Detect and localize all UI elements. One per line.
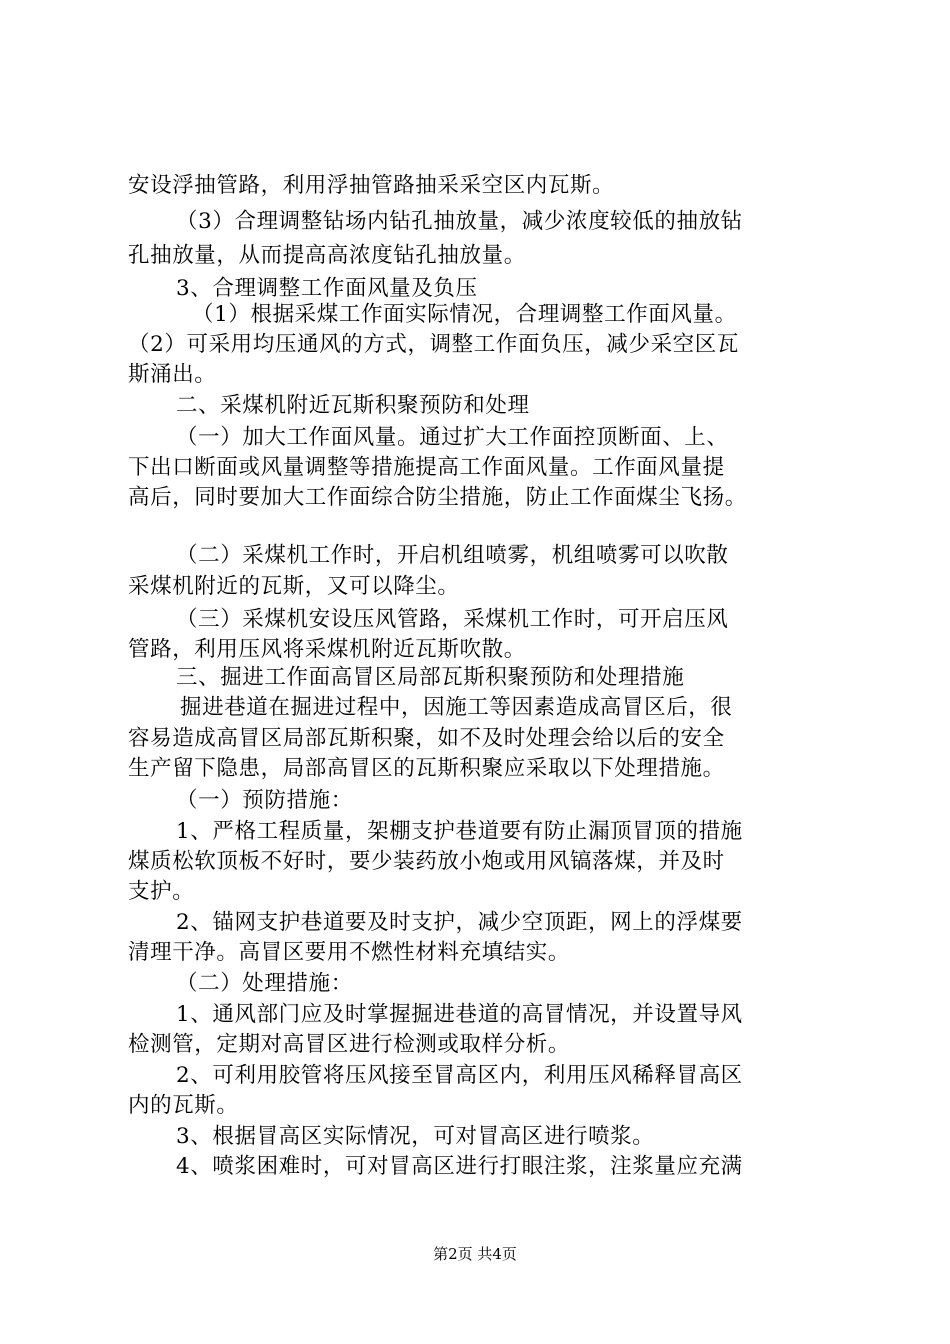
text-line: 2、可利用胶管将压风接至冒高区内，利用压风稀释冒高区 (176, 1063, 743, 1088)
text-line: 安设浮抽管路，利用浮抽管路抽采采空区内瓦斯。 (128, 173, 615, 198)
text-line: 高后，同时要加大工作面综合防尘措施，防止工作面煤尘飞扬。 (128, 485, 747, 510)
text-line: 内的瓦斯。 (128, 1093, 239, 1118)
text-line: 2、锚网支护巷道要及时支护，减少空顶距，网上的浮煤要 (176, 910, 743, 935)
text-line: 1、严格工程质量，架棚支护巷道要有防止漏顶冒顶的措施 (176, 819, 743, 844)
text-line: 3、根据冒高区实际情况，可对冒高区进行喷浆。 (176, 1124, 655, 1149)
text-line: 3、合理调整工作面风量及负压 (176, 276, 478, 301)
text-line: 采煤机附近的瓦斯，又可以降尘。 (128, 574, 460, 599)
text-line: 二、采煤机附近瓦斯积聚预防和处理 (176, 393, 530, 418)
text-line: 掘进巷道在掘进过程中，因施工等因素造成高冒区后，很 (180, 695, 733, 720)
text-line: 煤质松软顶板不好时，要少装药放小炮或用风镐落煤，并及时 (128, 849, 725, 874)
text-line: 支护。 (128, 879, 195, 904)
text-line: （3）合理调整钻场内钻孔抽放量，减少浓度较低的抽放钻 (176, 209, 743, 234)
page-number-footer: 第2页 共4页 (433, 1245, 517, 1263)
text-line: （一）预防措施： (176, 788, 353, 813)
text-line: 4、喷浆困难时，可对冒高区进行打眼注浆，注浆量应充满 (176, 1154, 743, 1179)
text-line: 下出口断面或风量调整等措施提高工作面风量。工作面风量提 (128, 455, 725, 480)
text-line: 孔抽放量，从而提高高浓度钻孔抽放量。 (128, 243, 526, 268)
text-line: 生产留下隐患，局部高冒区的瓦斯积聚应采取以下处理措施。 (128, 756, 725, 781)
text-line: 三、掘进工作面高冒区局部瓦斯积聚预防和处理措施 (176, 665, 685, 690)
text-line: （二）采煤机工作时，开启机组喷雾，机组喷雾可以吹散 (176, 543, 729, 568)
text-line: （1）根据采煤工作面实际情况，合理调整工作面风量。 (192, 302, 737, 327)
text-line: 检测管，定期对高冒区进行检测或取样分析。 (128, 1032, 571, 1057)
text-line: 清理干净。高冒区要用不燃性材料充填结实。 (128, 940, 571, 965)
text-line: （一）加大工作面风量。通过扩大工作面控顶断面、上、 (176, 425, 729, 450)
text-line: （二）处理措施： (176, 971, 353, 996)
text-line: （三）采煤机安设压风管路，采煤机工作时，可开启压风 (176, 607, 729, 632)
text-line: 斯涌出。 (128, 362, 217, 387)
text-line: 1、通风部门应及时掌握掘进巷道的高冒情况，并设置导风 (176, 1002, 743, 1027)
text-line: （2）可采用均压通风的方式，调整工作面负压，减少采空区瓦 (128, 332, 739, 357)
text-line: 管路，利用压风将采煤机附近瓦斯吹散。 (128, 637, 526, 662)
text-line: 容易造成高冒区局部瓦斯积聚，如不及时处理会给以后的安全 (128, 726, 725, 751)
